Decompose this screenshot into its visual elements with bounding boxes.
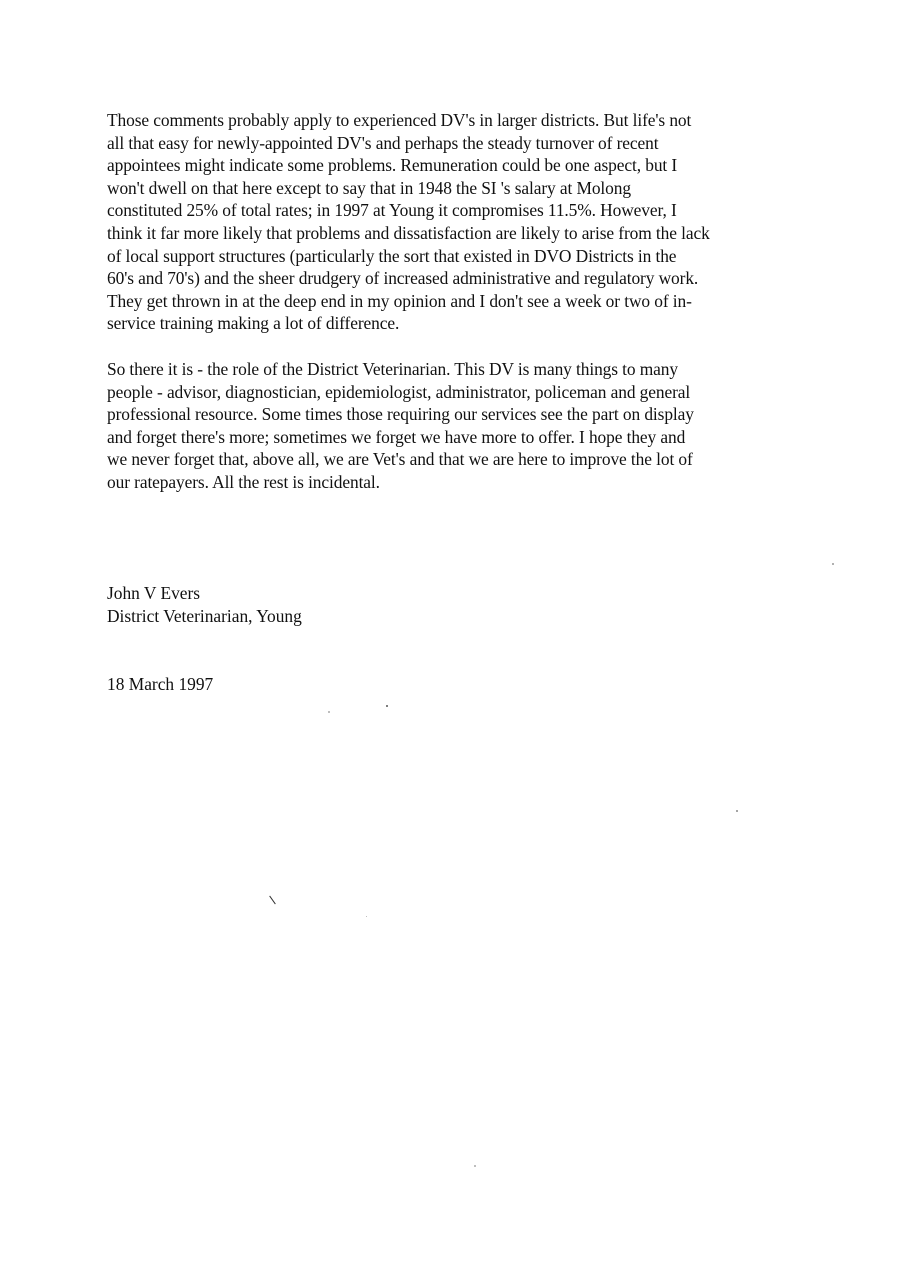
paragraph-line: and forget there's more; sometimes we forget we have more to offer. I hope they and — [107, 426, 686, 447]
paragraph-line: all that easy for newly-appointed DV's and perhaps the steady turnover of recent — [107, 132, 659, 153]
signature-title: District Veterinarian, Young — [107, 605, 302, 626]
scan-speck — [832, 563, 834, 565]
paragraph-line: appointees might indicate some problems. Remuneration could be one aspect, but I — [107, 155, 678, 176]
paragraph-line: So there it is - the role of the District Veterinarian. This DV is many things to many — [107, 359, 678, 379]
scan-speck — [736, 810, 738, 812]
date-text: 18 March 1997 — [107, 674, 214, 694]
paragraph-line: of local support structures (particularly the sort that existed in DVO Districts in the — [107, 245, 677, 266]
signature-name: John V Evers — [107, 583, 201, 603]
paragraph-line: people - advisor, diagnostician, epidemiologist, administrator, policeman and general — [107, 381, 691, 402]
paragraph-line: service training making a lot of difference. — [107, 313, 400, 334]
scan-mark — [269, 896, 276, 905]
scan-speck — [328, 711, 330, 713]
paragraph-line: Those comments probably apply to experienced DV's in larger districts. But life's not — [107, 110, 692, 130]
paragraph-dv-challenges — [107, 109, 787, 335]
paragraph-role-summary — [107, 358, 787, 494]
paragraph-line: They get thrown in at the deep end in my opinion and I don't see a week or two of in- — [107, 290, 692, 311]
scan-speck — [366, 916, 367, 917]
paragraph-line: think it far more likely that problems and dissatisfaction are likely to arise from the lack — [107, 222, 710, 243]
paragraph-line: our ratepayers. All the rest is incidental. — [107, 471, 380, 492]
paragraph-line: we never forget that, above all, we are Vet's and that we are here to improve the lot of — [107, 449, 693, 470]
signature-block — [107, 582, 302, 627]
paragraph-line: won't dwell on that here except to say that in 1948 the SI 's salary at Molong — [107, 177, 631, 198]
paragraph-line: professional resource. Some times those requiring our services see the part on display — [107, 404, 694, 425]
paragraph-line: 60's and 70's) and the sheer drudgery of increased administrative and regulatory work. — [107, 268, 699, 289]
scan-speck — [386, 705, 388, 707]
scan-speck — [474, 1165, 476, 1167]
document-date — [107, 673, 213, 696]
paragraph-line: constituted 25% of total rates; in 1997 at Young it compromises 11.5%. However, I — [107, 200, 677, 221]
